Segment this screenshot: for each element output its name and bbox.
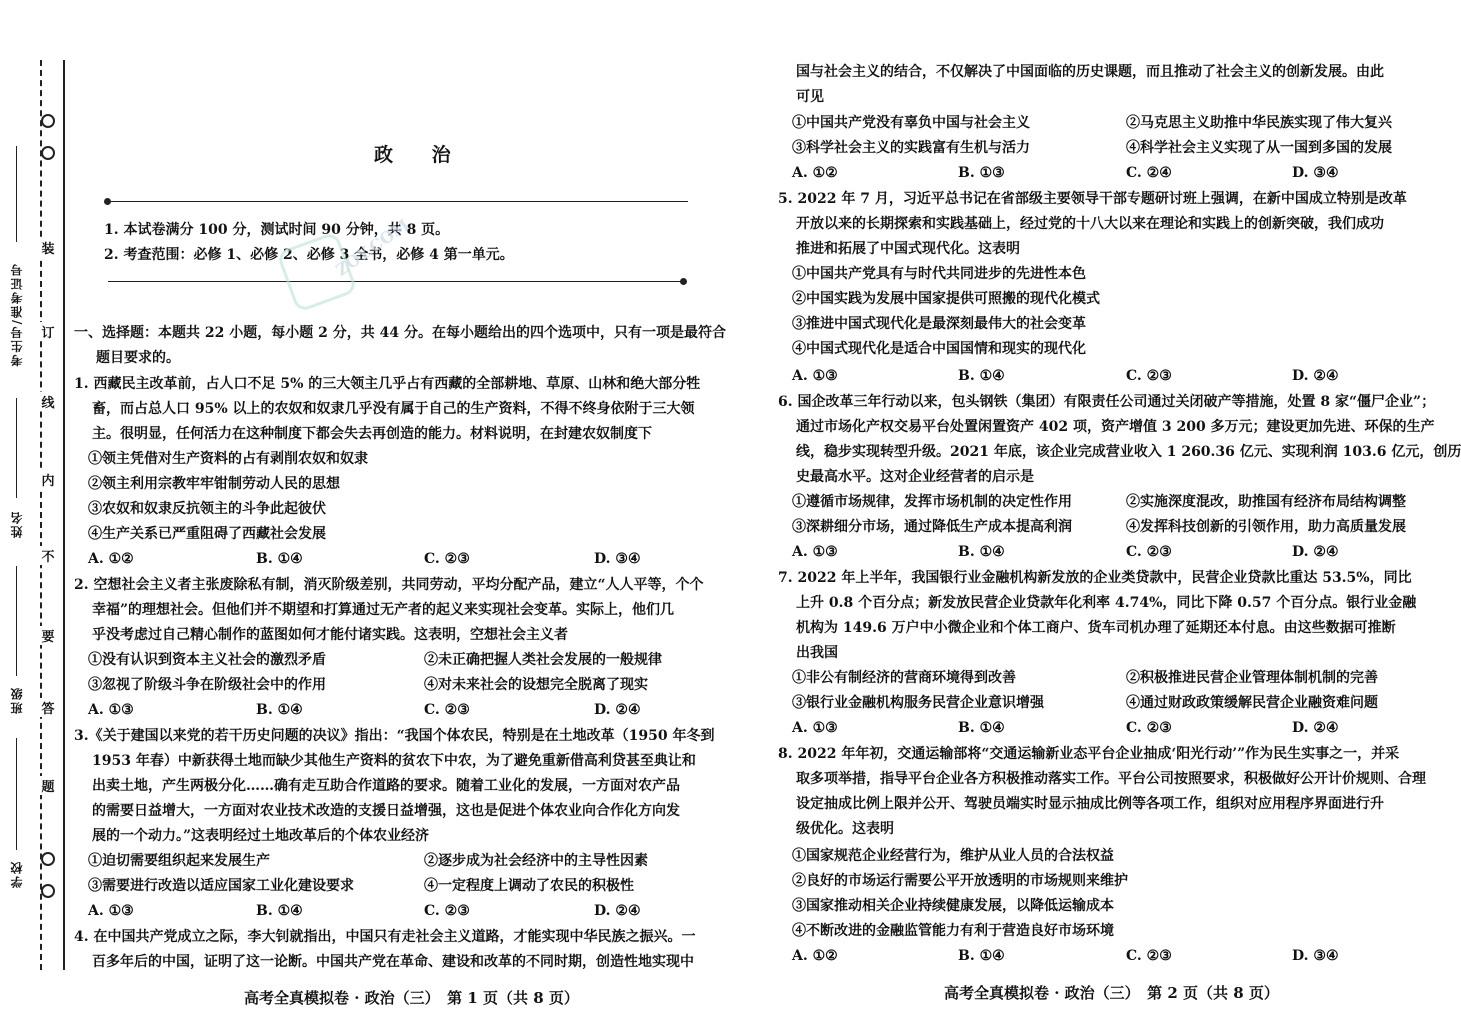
- statement-item: ①迫切需要组织起来发展生产: [88, 853, 270, 869]
- question-stem: 4. 在中国共产党成立之际，李大钊就指出，中国只有走社会主义道路，才能实现中华民族之振兴。一: [74, 929, 696, 945]
- question-stem: 取多项举措，指导平台企业各方积极推动落实工作。平台公司按照要求，积极做好公开计价规则、合理: [796, 771, 1426, 787]
- choice-a[interactable]: A. ①③: [792, 544, 838, 560]
- statement-item: ①领主凭借对生产资料的占有剥削农奴和奴隶: [88, 451, 368, 467]
- question-stem: 幸福”的理想社会。但他们并不期望和打算通过无产者的起义来实现社会变革。实际上，他们几: [92, 602, 675, 618]
- question-stem: 6. 国企改革三年行动以来，包头钢铁（集团）有限责任公司通过关闭破产等措施，处置 8 家“僵尸企业”；: [778, 394, 1436, 410]
- choice-a[interactable]: A. ①③: [792, 720, 838, 736]
- page-footer: 高考全真模拟卷 · 政治（三） 第 1 页（共 8 页）: [244, 989, 579, 1007]
- note-line: 1. 本试卷满分 100 分，测试时间 90 分钟，共 8 页。: [104, 222, 450, 238]
- rule-dot: [680, 278, 687, 285]
- question-stem: 畜，而占总人口 95% 以上的农奴和奴隶几乎没有属于自己的生产资料，不得不终身依附于三大领: [92, 401, 695, 417]
- statement-item: ④发挥科技创新的引领作用，助力高质量发展: [1126, 519, 1406, 535]
- choice-d[interactable]: D. ②④: [594, 903, 641, 919]
- choice-a[interactable]: A. ①③: [88, 702, 134, 718]
- question-stem: 史最高水平。这对企业经营者的启示是: [796, 469, 1034, 485]
- choice-a[interactable]: A. ①②: [792, 165, 838, 181]
- label-exam-id: 考生号/准考证号: [10, 262, 24, 367]
- statement-item: ②中国实践为发展中国家提供可照搬的现代化模式: [792, 291, 1100, 307]
- choice-a[interactable]: A. ①②: [88, 551, 134, 567]
- right-page: [740, 0, 1461, 1033]
- label-school: 学校: [10, 860, 24, 888]
- question-stem: 级优化。这表明: [796, 821, 894, 837]
- choice-c[interactable]: C. ②③: [424, 903, 470, 919]
- statement-item: ②积极推进民营企业管理体制机制的完善: [1126, 670, 1378, 686]
- question-stem: 3.《关于建国以来党的若干历史问题的决议》指出：“我国个体农民，特别是在土地改革（1950 年冬到: [74, 728, 715, 744]
- statement-item: ③国家推动相关企业持续健康发展，以降低运输成本: [792, 898, 1114, 914]
- statement-item: ①遵循市场规律，发挥市场机制的决定性作用: [792, 494, 1072, 510]
- statement-item: ③推进中国式现代化是最深刻最伟大的社会变革: [792, 316, 1086, 332]
- question-stem: 上升 0.8 个百分点；新发放民营企业贷款年化利率 4.74%，同比下降 0.57 个百分点。银行业金融: [796, 595, 1417, 611]
- statement-item: ②领主利用宗教牢牢钳制劳动人民的思想: [88, 476, 340, 492]
- choice-b[interactable]: B. ①④: [958, 544, 1005, 560]
- note-line: 2. 考查范围：必修 1、必修 2、必修 3 全书，必修 4 第一单元。: [104, 247, 514, 263]
- question-stem: 乎没考虑过自己精心制作的蓝图如何才能付诸实践。这表明，空想社会主义者: [92, 627, 568, 643]
- question-stem: 推进和拓展了中国式现代化。这表明: [796, 241, 1020, 257]
- statement-item: ③科学社会主义的实践富有生机与活力: [792, 140, 1030, 156]
- question-stem: 线，稳步实现转型升级。2021 年底，该企业完成营业收入 1 260.36 亿元、实现利润 103.6 亿元，创历: [796, 444, 1461, 460]
- statement-item: ①中国共产党没有辜负中国与社会主义: [792, 115, 1030, 131]
- statement-item: ④对未来社会的设想完全脱离了现实: [424, 677, 648, 693]
- question-stem: 8. 2022 年年初，交通运输部将“交通运输新业态平台企业抽成‘阳光行动’”作为民生实事之一，并采: [778, 746, 1400, 762]
- rule-top: [108, 201, 688, 202]
- statement-item: ③农奴和奴隶反抗领主的斗争此起彼伏: [88, 501, 326, 517]
- binding-char: 题: [40, 776, 56, 795]
- question-stem: 设定抽成比例上限并公开、驾驶员端实时显示抽成比例等各项工作，组织对应用程序界面进行升: [796, 796, 1384, 812]
- choice-d[interactable]: D. ②④: [1292, 368, 1339, 384]
- statement-item: ②良好的市场运行需要公平开放透明的市场规则来维护: [792, 873, 1128, 889]
- question-stem: 2. 空想社会主义者主张废除私有制，消灭阶级差别，共同劳动，平均分配产品，建立“人人平等，个个: [74, 577, 704, 593]
- statement-item: ②逐步成为社会经济中的主导性因素: [424, 853, 648, 869]
- statement-item: ③深耕细分市场，通过降低生产成本提高利润: [792, 519, 1072, 535]
- binding-char: 装: [40, 238, 56, 257]
- choice-c[interactable]: C. ②③: [1126, 720, 1172, 736]
- label-name: 姓名: [10, 510, 24, 538]
- choice-b[interactable]: B. ①④: [958, 948, 1005, 964]
- choice-b[interactable]: B. ①④: [256, 702, 303, 718]
- statement-item: ④一定程度上调动了农民的积极性: [424, 878, 634, 894]
- question-stem: 出我国: [796, 645, 838, 661]
- question-stem: 1. 西藏民主改革前，占人口不足 5% 的三大领主几乎占有西藏的全部耕地、草原、山林和绝大部分牲: [74, 376, 701, 392]
- choice-d[interactable]: D. ②④: [1292, 720, 1339, 736]
- statement-item: ④生产关系已严重阻碍了西藏社会发展: [88, 526, 326, 542]
- choice-d[interactable]: D. ③④: [594, 551, 641, 567]
- section-heading: 题目要求的。: [96, 350, 180, 366]
- choice-c[interactable]: C. ②③: [424, 702, 470, 718]
- page-title: 政 治: [374, 144, 467, 166]
- statement-item: ③忽视了阶级斗争在阶级社会中的作用: [88, 677, 326, 693]
- choice-d[interactable]: D. ③④: [1292, 948, 1339, 964]
- label-class: 班级: [10, 686, 24, 714]
- statement-item: ②实施深度混改，助推国有经济布局结构调整: [1126, 494, 1406, 510]
- choice-b[interactable]: B. ①④: [958, 720, 1005, 736]
- choice-d[interactable]: D. ②④: [594, 702, 641, 718]
- question-stem: 机构为 149.6 万户中小微企业和个体工商户、货车司机办理了延期还本付息。由这些数据可推断: [796, 620, 1396, 636]
- statement-item: ②马克思主义助推中华民族实现了伟大复兴: [1126, 115, 1392, 131]
- question-stem: 百多年后的中国，证明了这一论断。中国共产党在革命、建设和改革的不同时期，创造性地实现中: [92, 954, 694, 970]
- watermark-text: ZOY.COM: [332, 215, 413, 280]
- question-stem: 出卖土地，产生两极分化……确有走互助合作道路的要求。随着工业化的发展，一方面对农产品: [92, 778, 680, 794]
- question-stem: 7. 2022 年上半年，我国银行业金融机构新发放的企业类贷款中，民营企业贷款比重达 53.5%，同比: [778, 570, 1412, 586]
- binding-char: 要: [40, 626, 56, 645]
- choice-a[interactable]: A. ①③: [792, 368, 838, 384]
- binding-char: 内: [40, 470, 56, 489]
- binding-char: 答: [40, 698, 56, 717]
- statement-item: ④中国式现代化是适合中国国情和现实的现代化: [792, 341, 1086, 357]
- binding-char: 不: [40, 546, 56, 565]
- choice-d[interactable]: D. ③④: [1292, 165, 1339, 181]
- choice-b[interactable]: B. ①④: [256, 903, 303, 919]
- choice-c[interactable]: C. ②③: [1126, 948, 1172, 964]
- choice-c[interactable]: C. ②④: [1126, 165, 1172, 181]
- statement-item: ①中国共产党具有与时代共同进步的先进性本色: [792, 266, 1086, 282]
- choice-c[interactable]: C. ②③: [1126, 544, 1172, 560]
- choice-b[interactable]: B. ①④: [256, 551, 303, 567]
- choice-c[interactable]: C. ②③: [424, 551, 470, 567]
- statement-item: ③需要进行改造以适应国家工业化建设要求: [88, 878, 354, 894]
- statement-item: ④通过财政政策缓解民营企业融资难问题: [1126, 695, 1378, 711]
- statement-item: ①没有认识到资本主义社会的激烈矛盾: [88, 652, 326, 668]
- question-stem: 1953 年春）中新获得土地而缺少其他生产资料的贫农下中农，为了避免重新借高利贷甚至典让和: [92, 753, 696, 769]
- statement-item: ③银行业金融机构服务民营企业意识增强: [792, 695, 1044, 711]
- choice-a[interactable]: A. ①③: [88, 903, 134, 919]
- page-footer: 高考全真模拟卷 · 政治（三） 第 2 页（共 8 页）: [944, 984, 1279, 1002]
- choice-b[interactable]: B. ①④: [958, 368, 1005, 384]
- choice-b[interactable]: B. ①③: [958, 165, 1005, 181]
- rule-bottom: [108, 281, 684, 282]
- statement-item: ④不断改进的金融监管能力有利于营造良好市场环境: [792, 923, 1114, 939]
- choice-c[interactable]: C. ②③: [1126, 368, 1172, 384]
- choice-a[interactable]: A. ①②: [792, 948, 838, 964]
- question-stem: 5. 2022 年 7 月，习近平总书记在省部级主要领导干部专题研讨班上强调，在新中国成立特别是改革: [778, 191, 1407, 207]
- question-stem: 国与社会主义的结合，不仅解决了中国面临的历史课题，而且推动了社会主义的创新发展。由此: [796, 64, 1384, 80]
- question-stem: 通过市场化产权交易平台处置闲置资产 402 项，资产增值 3 200 多万元；建设更加先进、环保的生产: [796, 419, 1435, 435]
- statement-item: ②未正确把握人类社会发展的一般规律: [424, 652, 662, 668]
- statement-item: ①国家规范企业经营行为，维护从业人员的合法权益: [792, 848, 1114, 864]
- section-heading: 一、选择题：本题共 22 小题，每小题 2 分，共 44 分。在每小题给出的四个选项中，只有一项是最符合: [74, 325, 726, 341]
- question-stem: 主。很明显，任何活力在这种制度下都会失去再创造的能力。材料说明，在封建农奴制度下: [92, 426, 652, 442]
- statement-item: ①非公有制经济的营商环境得到改善: [792, 670, 1016, 686]
- binding-char: 线: [40, 392, 56, 411]
- statement-item: ④科学社会主义实现了从一国到多国的发展: [1126, 140, 1392, 156]
- binding-char: 订: [40, 322, 56, 341]
- choice-d[interactable]: D. ②④: [1292, 544, 1339, 560]
- question-stem: 的需要日益增大，一方面对农业技术改造的支援日益增强，这也是促进个体农业向合作化方向发: [92, 803, 680, 819]
- question-stem: 展的一个动力。”这表明经过土地改革后的个体农业经济: [92, 828, 430, 844]
- question-stem: 可见: [796, 89, 824, 105]
- question-stem: 开放以来的长期探索和实践基础上，经过党的十八大以来在理论和实践上的创新突破，我们成功: [796, 216, 1384, 232]
